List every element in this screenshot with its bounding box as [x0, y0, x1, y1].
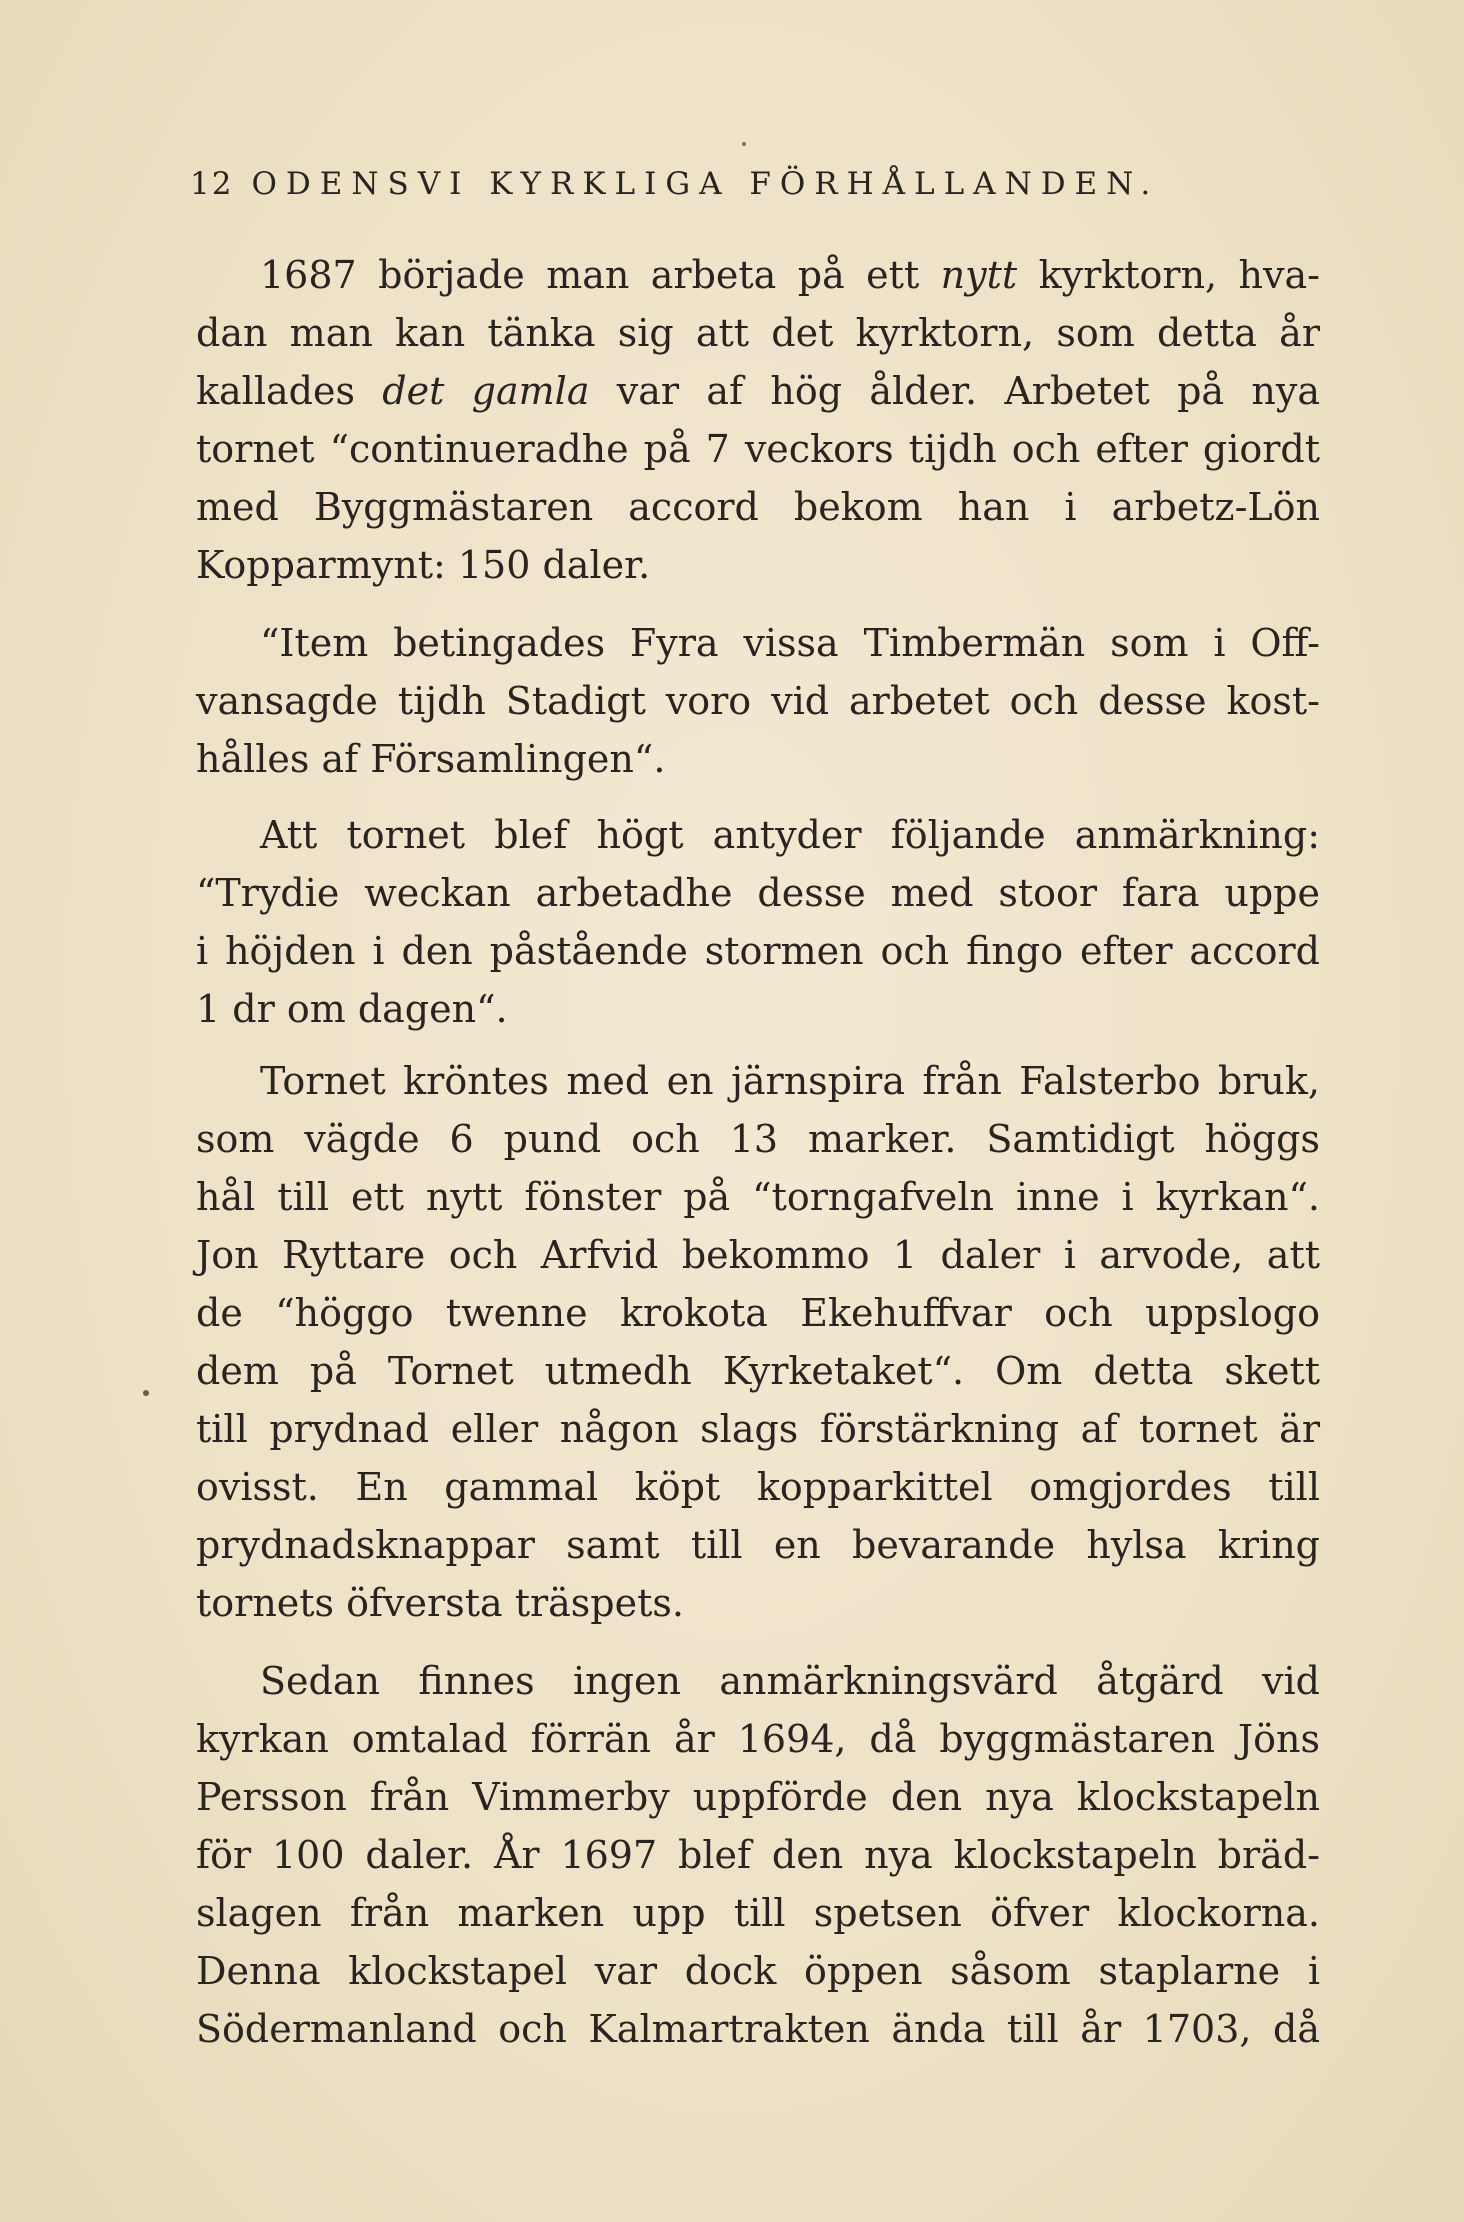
text-segment: som vägde 6 pund och 13 marker. Samtidigt höggs — [196, 1117, 1320, 1161]
text-segment: med Byggmästaren accord bekom han i arbetz-Lön — [196, 485, 1320, 529]
text-segment: Jon Ryttare och Arfvid bekommo 1 daler i arvode, att — [196, 1233, 1320, 1277]
text-segment: kallades — [196, 369, 383, 413]
text-segment: Att tornet blef högt antyder följande anmärkning: — [260, 813, 1320, 857]
text-line — [196, 304, 1320, 362]
body-paragraph — [196, 1652, 1320, 2058]
text-line — [196, 1052, 1320, 1110]
text-line — [196, 1458, 1320, 1516]
text-segment: hålles af Församlingen“. — [196, 737, 666, 781]
text-segment: slagen från marken upp till spetsen öfver klockorna. — [196, 1891, 1320, 1935]
italic-text: nytt — [940, 253, 1018, 297]
text-line — [196, 1400, 1320, 1458]
text-segment: kyrktorn, hva- — [1017, 253, 1320, 297]
text-line — [196, 1768, 1320, 1826]
text-line — [196, 806, 1320, 864]
text-line — [196, 478, 1320, 536]
text-segment: “Item betingades Fyra vissa Timbermän som i Off- — [260, 621, 1320, 665]
text-line — [196, 1226, 1320, 1284]
text-line — [196, 1516, 1320, 1574]
text-segment: ovisst. En gammal köpt kopparkittel omgjordes till — [196, 1465, 1320, 1509]
body-paragraph — [196, 1052, 1320, 1632]
text-line — [196, 1168, 1320, 1226]
text-line — [196, 672, 1320, 730]
text-line — [196, 980, 1320, 1038]
text-segment: de “höggo twenne krokota Ekehuffvar och uppslogo — [196, 1291, 1320, 1335]
page-number: 12 — [190, 166, 234, 202]
text-line — [196, 1574, 1320, 1632]
text-segment: “Trydie weckan arbetadhe desse med stoor fara uppe — [196, 871, 1320, 915]
text-line — [196, 1826, 1320, 1884]
text-line — [196, 362, 1320, 420]
text-line — [196, 1284, 1320, 1342]
text-line — [196, 730, 1320, 788]
text-line — [196, 1342, 1320, 1400]
text-line — [196, 420, 1320, 478]
text-segment: för 100 daler. År 1697 blef den nya klockstapeln bräd- — [196, 1833, 1320, 1877]
body-paragraph — [196, 614, 1320, 788]
text-line — [196, 536, 1320, 594]
text-line — [196, 2000, 1320, 2058]
paper-speck — [143, 1390, 149, 1396]
text-segment: Södermanland och Kalmartrakten ända till år 1703, då — [196, 2007, 1320, 2051]
text-line — [196, 1942, 1320, 2000]
text-segment: 1687 började man arbeta på ett — [260, 253, 941, 297]
text-segment: tornets öfversta träspets. — [196, 1581, 684, 1625]
text-segment: vansagde tijdh Stadigt voro vid arbetet och desse kost- — [196, 679, 1320, 723]
text-segment: kyrkan omtalad förrän år 1694, då byggmästaren Jöns — [196, 1717, 1320, 1761]
text-segment: Kopparmynt: 150 daler. — [196, 543, 651, 587]
text-segment: Sedan finnes ingen anmärkningsvärd åtgärd vid — [260, 1659, 1320, 1703]
text-segment: till prydnad eller någon slags förstärkning af tornet är — [196, 1407, 1320, 1451]
paper-speck — [742, 142, 746, 146]
running-header — [190, 166, 1159, 202]
text-line — [196, 1110, 1320, 1168]
body-paragraph — [196, 246, 1320, 594]
running-title: ODENSVI KYRKLIGA FÖRHÅLLANDEN. — [251, 166, 1160, 202]
body-paragraph — [196, 806, 1320, 1038]
italic-text: det gamla — [382, 369, 590, 413]
text-segment: hål till ett nytt fönster på “torngafveln inne i kyrkan“. — [196, 1175, 1320, 1219]
text-segment: prydnadsknappar samt till en bevarande hylsa kring — [196, 1523, 1320, 1567]
text-segment: dem på Tornet utmedh Kyrketaket“. Om detta skett — [196, 1349, 1320, 1393]
text-line — [196, 1710, 1320, 1768]
text-line — [196, 246, 1320, 304]
text-segment: Persson från Vimmerby uppförde den nya klockstapeln — [196, 1775, 1320, 1819]
text-line — [196, 1652, 1320, 1710]
text-segment: i höjden i den påstående stormen och fingo efter accord — [196, 929, 1320, 973]
text-line — [196, 1884, 1320, 1942]
text-line — [196, 922, 1320, 980]
text-segment: 1 dr om dagen“. — [196, 987, 508, 1031]
text-segment: dan man kan tänka sig att det kyrktorn, som detta år — [196, 311, 1320, 355]
text-line — [196, 864, 1320, 922]
text-line — [196, 614, 1320, 672]
text-segment: Denna klockstapel var dock öppen såsom staplarne i — [196, 1949, 1320, 1993]
text-segment: Tornet kröntes med en järnspira från Falsterbo bruk, — [260, 1059, 1320, 1103]
text-segment: tornet “continueradhe på 7 veckors tijdh och efter giordt — [196, 427, 1320, 471]
text-segment: var af hög ålder. Arbetet på nya — [589, 369, 1320, 413]
